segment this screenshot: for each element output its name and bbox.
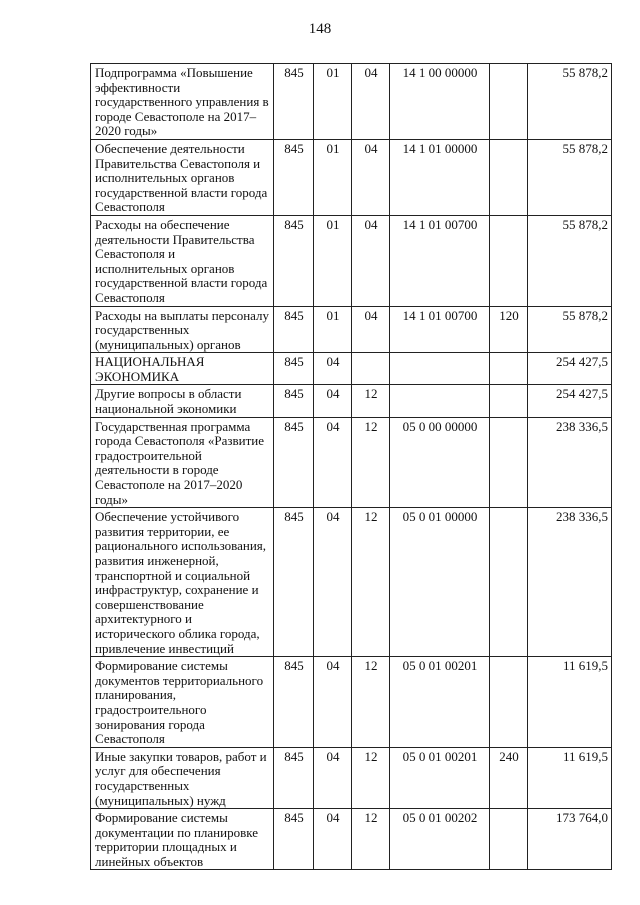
row-name: Обеспечение деятельности Правительства Севастополя и исполнительных органов государственной власти города Севастополя (91, 139, 274, 215)
target-article-code: 05 0 01 00000 (390, 508, 490, 657)
amount: 11 619,5 (528, 747, 612, 808)
amount: 55 878,2 (528, 215, 612, 306)
target-article-code: 14 1 01 00700 (390, 215, 490, 306)
subsection-code: 12 (352, 747, 390, 808)
subsection-code: 04 (352, 139, 390, 215)
subsection-code: 04 (352, 215, 390, 306)
ministry-code: 845 (274, 64, 314, 140)
table-row (91, 353, 612, 385)
row-name: Обеспечение устойчивого развития территории, ее рационального использования, развития инженерной, транспортной и социальной инфраструктур, сохранение и совершенствование архитектурного и исторического облика города, привлечение инвестиций (91, 508, 274, 657)
expense-type-code (490, 64, 528, 140)
section-code: 04 (314, 747, 352, 808)
section-code: 01 (314, 306, 352, 353)
ministry-code: 845 (274, 417, 314, 508)
expense-type-code (490, 139, 528, 215)
section-code: 04 (314, 417, 352, 508)
section-code: 04 (314, 508, 352, 657)
section-code: 01 (314, 139, 352, 215)
expense-type-code (490, 809, 528, 870)
table-row (91, 417, 612, 508)
target-article-code: 14 1 01 00000 (390, 139, 490, 215)
section-code: 04 (314, 809, 352, 870)
subsection-code: 12 (352, 417, 390, 508)
table-row (91, 508, 612, 657)
page-number: 148 (308, 21, 332, 37)
ministry-code: 845 (274, 657, 314, 748)
row-name: НАЦИОНАЛЬНАЯ ЭКОНОМИКА (91, 353, 274, 385)
ministry-code: 845 (274, 215, 314, 306)
amount: 55 878,2 (528, 306, 612, 353)
amount: 55 878,2 (528, 139, 612, 215)
table-row (91, 747, 612, 808)
row-name: Подпрограмма «Повышение эффективности государственного управления в городе Севастополе на 2017–2020 годы» (91, 64, 274, 140)
row-name: Государственная программа города Севастополя «Развитие градостроительной деятельности в городе Севастополе на 2017–2020 годы» (91, 417, 274, 508)
budget-table (90, 63, 612, 870)
subsection-code: 12 (352, 385, 390, 417)
subsection-code (352, 353, 390, 385)
expense-type-code (490, 385, 528, 417)
target-article-code: 14 1 00 00000 (390, 64, 490, 140)
subsection-code: 04 (352, 64, 390, 140)
subsection-code: 12 (352, 508, 390, 657)
table-row (91, 64, 612, 140)
target-article-code (390, 353, 490, 385)
row-name: Другие вопросы в области национальной экономики (91, 385, 274, 417)
amount: 173 764,0 (528, 809, 612, 870)
target-article-code: 05 0 01 00201 (390, 657, 490, 748)
table-row (91, 139, 612, 215)
target-article-code (390, 385, 490, 417)
expense-type-code: 120 (490, 306, 528, 353)
section-code: 04 (314, 385, 352, 417)
section-code: 01 (314, 64, 352, 140)
amount: 254 427,5 (528, 353, 612, 385)
ministry-code: 845 (274, 353, 314, 385)
target-article-code: 05 0 01 00202 (390, 809, 490, 870)
amount: 238 336,5 (528, 508, 612, 657)
ministry-code: 845 (274, 306, 314, 353)
expense-type-code (490, 657, 528, 748)
table-row (91, 306, 612, 353)
target-article-code: 05 0 01 00201 (390, 747, 490, 808)
subsection-code: 12 (352, 809, 390, 870)
ministry-code: 845 (274, 385, 314, 417)
table-row (91, 657, 612, 748)
amount: 238 336,5 (528, 417, 612, 508)
ministry-code: 845 (274, 139, 314, 215)
amount: 254 427,5 (528, 385, 612, 417)
expense-type-code (490, 417, 528, 508)
amount: 55 878,2 (528, 64, 612, 140)
subsection-code: 04 (352, 306, 390, 353)
ministry-code: 845 (274, 747, 314, 808)
row-name: Формирование системы документации по планировке территории площадных и линейных объектов (91, 809, 274, 870)
section-code: 04 (314, 657, 352, 748)
target-article-code: 05 0 00 00000 (390, 417, 490, 508)
subsection-code: 12 (352, 657, 390, 748)
section-code: 04 (314, 353, 352, 385)
section-code: 01 (314, 215, 352, 306)
expense-type-code (490, 215, 528, 306)
ministry-code: 845 (274, 508, 314, 657)
row-name: Расходы на обеспечение деятельности Правительства Севастополя и исполнительных органов государственной власти города Севастополя (91, 215, 274, 306)
table-row (91, 809, 612, 870)
expense-type-code (490, 353, 528, 385)
row-name: Формирование системы документов территориального планирования, градостроительного зонирования города Севастополя (91, 657, 274, 748)
amount: 11 619,5 (528, 657, 612, 748)
ministry-code: 845 (274, 809, 314, 870)
row-name: Расходы на выплаты персоналу государственных (муниципальных) органов (91, 306, 274, 353)
row-name: Иные закупки товаров, работ и услуг для обеспечения государственных (муниципальных) нужд (91, 747, 274, 808)
expense-type-code: 240 (490, 747, 528, 808)
target-article-code: 14 1 01 00700 (390, 306, 490, 353)
table-row (91, 385, 612, 417)
table-row (91, 215, 612, 306)
expense-type-code (490, 508, 528, 657)
